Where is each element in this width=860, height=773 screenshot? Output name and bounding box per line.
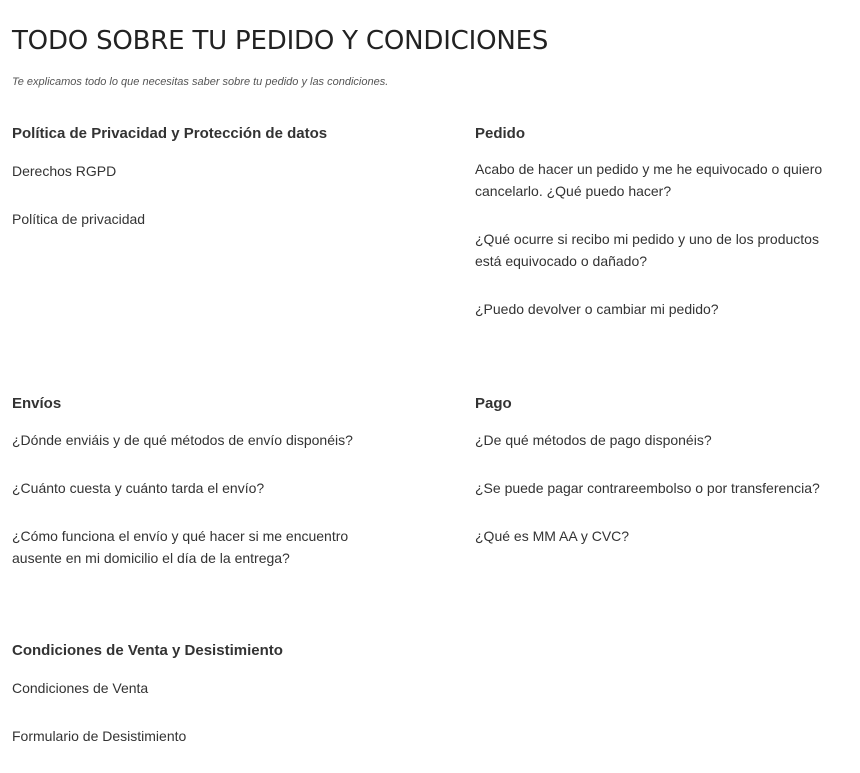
- section-title-order: Pedido: [475, 125, 526, 142]
- link-mm-aa-cvc[interactable]: ¿Qué es MM AA y CVC?: [475, 528, 630, 544]
- link-payment-methods[interactable]: ¿De qué métodos de pago disponéis?: [475, 432, 712, 448]
- section-payment: [475, 394, 845, 573]
- link-shipping-cost-time[interactable]: ¿Cuánto cuesta y cuánto tarda el envío?: [12, 480, 265, 496]
- list-item: [12, 477, 382, 499]
- link-sale-conditions[interactable]: Condiciones de Venta: [12, 680, 149, 696]
- list-item: [475, 158, 845, 202]
- faq-list-privacy: [12, 160, 382, 230]
- section-shipping: [12, 394, 382, 595]
- page-title: TODO SOBRE TU PEDIDO Y CONDICIONES: [12, 26, 549, 56]
- link-cod-or-transfer[interactable]: ¿Se puede pagar contrareembolso o por transferencia?: [475, 480, 820, 496]
- list-item: [12, 429, 382, 451]
- list-item: [475, 429, 845, 451]
- list-item: [12, 525, 382, 569]
- section-title-sale-conditions: Condiciones de Venta y Desistimiento: [12, 642, 283, 659]
- link-return-or-exchange[interactable]: ¿Puedo devolver o cambiar mi pedido?: [475, 301, 719, 317]
- list-item: [12, 208, 382, 230]
- list-item: [12, 677, 382, 699]
- faq-list-payment: [475, 429, 845, 547]
- section-title-shipping: Envíos: [12, 395, 62, 412]
- link-withdrawal-form[interactable]: Formulario de Desistimiento: [12, 728, 187, 744]
- list-item: [475, 477, 845, 499]
- section-sale-conditions: [12, 641, 382, 773]
- section-title-privacy: Política de Privacidad y Protección de datos: [12, 125, 328, 142]
- section-order: [475, 124, 845, 346]
- list-item: [475, 525, 845, 547]
- list-item: [475, 228, 845, 272]
- link-rgpd-rights[interactable]: Derechos RGPD: [12, 163, 117, 179]
- link-wrong-or-damaged-product[interactable]: ¿Qué ocurre si recibo mi pedido y uno de los productos está equivocado o dañado?: [475, 231, 819, 269]
- list-item: [12, 725, 382, 747]
- section-title-payment: Pago: [475, 395, 512, 412]
- faq-list-shipping: [12, 429, 382, 569]
- link-shipping-methods[interactable]: ¿Dónde enviáis y de qué métodos de envío disponéis?: [12, 432, 353, 448]
- faq-list-sale-conditions: [12, 677, 382, 747]
- page-subtitle: Te explicamos todo lo que necesitas saber sobre tu pedido y las condiciones.: [12, 76, 389, 88]
- list-item: [475, 298, 845, 320]
- section-privacy: [12, 124, 382, 256]
- link-shipping-absent[interactable]: ¿Cómo funciona el envío y qué hacer si me encuentro ausente en mi domicilio el día de la entrega?: [12, 528, 349, 566]
- link-cancel-order[interactable]: Acabo de hacer un pedido y me he equivocado o quiero cancelarlo. ¿Qué puedo hacer?: [475, 161, 823, 199]
- faq-list-order: [475, 158, 845, 320]
- link-privacy-policy[interactable]: Política de privacidad: [12, 211, 146, 227]
- list-item: [12, 160, 382, 182]
